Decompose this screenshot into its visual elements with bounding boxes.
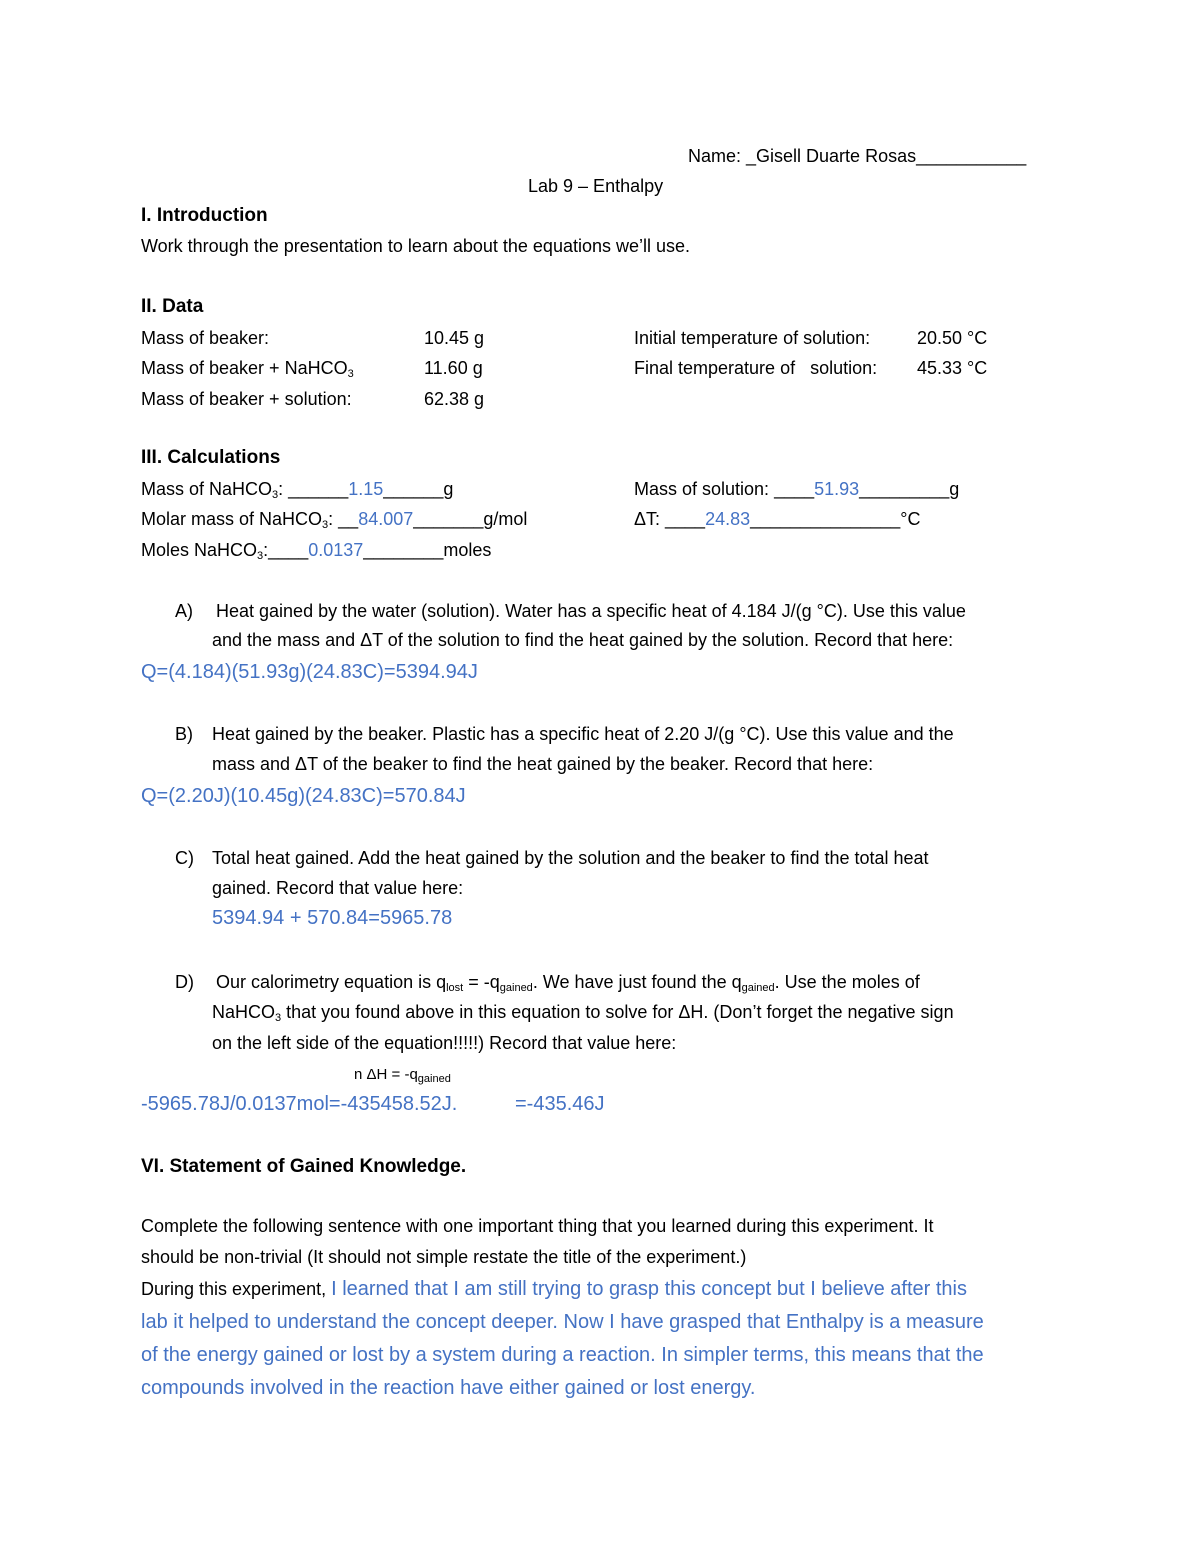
knowledge-answer-line1: During this experiment, I learned that I am still trying to grasp this concept but I believe after this	[141, 1278, 967, 1300]
data-heading: II. Data	[141, 296, 204, 317]
part-d-line2: NaHCO$_3$ that you found above in this equation to solve for ΔH. (Don’t forget the negative sign	[212, 1002, 954, 1024]
knowledge-prompt-2: should be non-trivial (It should not simple restate the title of the experiment.)	[141, 1247, 747, 1267]
knowledge-answer-line3: of the energy gained or lost by a system during a reaction. In simpler terms, this means that the	[141, 1344, 984, 1366]
calc-molar-mass: Molar mass of NaHCO$_3$: __84.007_______g/mol	[141, 509, 528, 531]
data-label-mass-beaker-solution: Mass of beaker + solution:	[141, 389, 352, 409]
calc-mass-solution: Mass of solution: ____51.93_________g	[634, 479, 960, 499]
student-name: Gisell Duarte Rosas	[756, 146, 917, 166]
calc-moles: Moles NaHCO$_3$:____0.0137________moles	[141, 540, 492, 562]
mass-nahco3-answer: 1.15	[348, 479, 384, 499]
data-value-initial-temp: 20.50 °C	[917, 328, 988, 348]
data-value-mass-beaker-solution: 62.38 g	[424, 389, 485, 409]
part-d-answer-final: =-435.46J	[515, 1093, 605, 1115]
part-c-marker: C)	[175, 848, 194, 868]
data-label-initial-temp: Initial temperature of solution:	[634, 328, 871, 348]
name-label: Name: _	[688, 146, 757, 166]
part-d-marker: D)	[175, 972, 194, 992]
intro-text: Work through the presentation to learn about the equations we’ll use.	[141, 236, 691, 256]
part-b-line2: mass and ΔT of the beaker to find the heat gained by the beaker. Record that here:	[212, 754, 874, 774]
intro-heading: I. Introduction	[141, 205, 268, 226]
data-value-mass-beaker: 10.45 g	[424, 328, 485, 348]
part-a-answer: Q=(4.184)(51.93g)(24.83C)=5394.94J	[141, 661, 478, 683]
calc-delta-t: ΔT: ____24.83_______________°C	[634, 509, 921, 529]
data-label-mass-beaker-nahco3: Mass of beaker + NaHCO$_3$	[141, 358, 354, 380]
data-label-final-temp: Final temperature of solution:	[634, 358, 878, 378]
part-b-marker: B)	[175, 724, 193, 744]
knowledge-answer-line4: compounds involved in the reaction have either gained or lost energy.	[141, 1377, 756, 1399]
calc-mass-nahco3: Mass of NaHCO$_3$: ______1.15______g	[141, 479, 454, 501]
molar-mass-answer: 84.007	[358, 509, 414, 529]
part-d-line1: Our calorimetry equation is $q_{lost} = -q_{gained}$. We have just found the $q_{gained}$. Use the moles of	[216, 972, 920, 994]
lab-title: Lab 9 – Enthalpy	[528, 176, 664, 196]
data-value-mass-beaker-nahco3: 11.60 g	[424, 358, 483, 378]
part-a-line2: and the mass and ΔT of the solution to find the heat gained by the solution. Record that here:	[212, 630, 954, 650]
part-c-line1: Total heat gained. Add the heat gained by the solution and the beaker to find the total heat	[212, 848, 929, 868]
calc-heading: III. Calculations	[141, 447, 281, 468]
part-c-line2: gained. Record that value here:	[212, 878, 464, 898]
data-label-mass-beaker: Mass of beaker:	[141, 328, 270, 348]
part-a-line1: Heat gained by the water (solution). Water has a specific heat of 4.184 J/(g °C). Use this value	[216, 601, 966, 621]
mass-solution-answer: 51.93	[814, 479, 860, 499]
part-c-answer: 5394.94 + 570.84=5965.78	[212, 907, 453, 929]
part-d-line3: on the left side of the equation!!!!!) Record that value here:	[212, 1033, 677, 1053]
part-d-answer: -5965.78J/0.0137mol=-435458.52J.	[141, 1093, 458, 1115]
data-value-final-temp: 45.33 °C	[917, 358, 988, 378]
moles-answer: 0.0137	[308, 540, 364, 560]
knowledge-prompt-1: Complete the following sentence with one important thing that you learned during this experiment. It	[141, 1216, 934, 1236]
part-b-answer: Q=(2.20J)(10.45g)(24.83C)=570.84J	[141, 785, 466, 807]
delta-t-answer: 24.83	[705, 509, 751, 529]
knowledge-heading: VI. Statement of Gained Knowledge.	[141, 1156, 467, 1177]
part-b-line1: Heat gained by the beaker. Plastic has a specific heat of 2.20 J/(g °C). Use this value and the	[212, 724, 954, 744]
knowledge-answer-line2: lab it helped to understand the concept deeper. Now I have grasped that Enthalpy is a measure	[141, 1311, 984, 1333]
name-underline: ___________	[916, 146, 1027, 166]
name-line	[688, 144, 1026, 168]
enthalpy-equation: n $\Delta H = -q_{gained}$	[354, 1066, 451, 1085]
part-a-marker: A)	[175, 601, 193, 621]
